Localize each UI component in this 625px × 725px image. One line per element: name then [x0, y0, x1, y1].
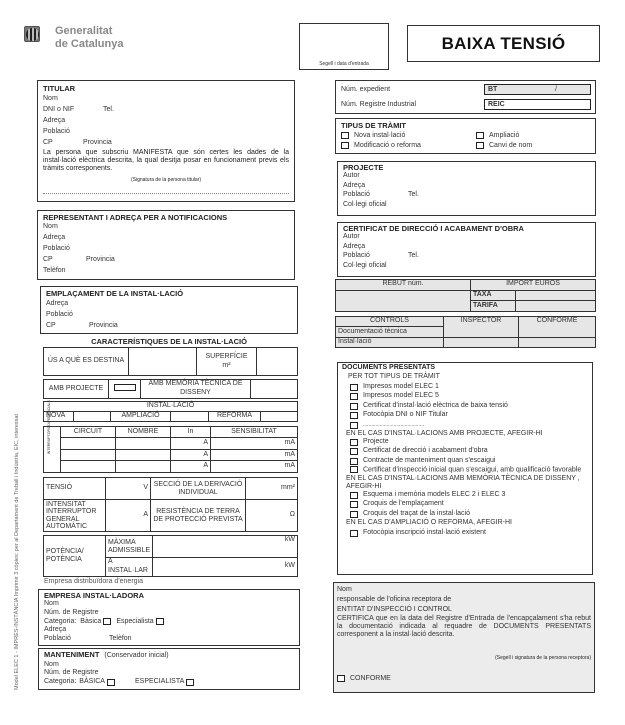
empresa-adreca-field[interactable]: Adreça [44, 626, 67, 634]
titular-declaration: La persona que subscriu MANIFESTA que són certes les dades de la instal·lació elèctrica descrita, la qual desitja posar en funcionament previs els tràmits corresponents. [43, 149, 289, 173]
emplacament-provincia-field[interactable]: Provincia [89, 321, 118, 329]
circuit-row [44, 438, 298, 450]
installacio-label: INSTAL·LACIÓ [44, 402, 298, 412]
bt-separator: / [555, 86, 557, 93]
inspector-header: INSPECTOR [444, 317, 519, 338]
tramit-section [335, 118, 596, 154]
in-input[interactable]: A [171, 449, 211, 461]
us-input[interactable] [129, 348, 197, 376]
checkbox-icon[interactable] [350, 422, 358, 429]
tarifa-input[interactable] [516, 301, 596, 312]
installacio-conforme-input[interactable] [519, 337, 596, 347]
doc-item[interactable]: Impresos model ELEC 1 [350, 382, 588, 392]
documents-group2 [350, 437, 588, 466]
representant-section [37, 210, 295, 280]
checkbox-icon[interactable] [350, 501, 358, 508]
org-name [55, 25, 123, 51]
certificat-section [337, 222, 596, 277]
sensibilitat-header: SENSIBILITAT [211, 427, 298, 438]
org-line-2: de Catalunya [55, 38, 124, 51]
bt-prefix: BT [488, 86, 498, 93]
conforme-header: CONFORME [519, 317, 596, 338]
representant-title: REPRESENTANT I ADREÇA PER A NOTIFICACIONS [43, 213, 228, 222]
diferencials-side-label: INTERRUPTORS DIFERENCIALS [46, 400, 51, 455]
nombre-input[interactable] [116, 449, 171, 461]
entitat-conforme-option[interactable]: CONFORME [337, 673, 591, 684]
in-input[interactable]: A [171, 438, 211, 450]
checkbox-icon[interactable] [341, 142, 349, 149]
representant-cp-field[interactable]: CP [43, 255, 53, 263]
tramit-option-nova[interactable]: Nova instal·lació [341, 131, 476, 140]
representant-adreca-field[interactable]: Adreça [43, 233, 66, 241]
circuit-input[interactable] [61, 449, 116, 461]
representant-poblacio-field[interactable]: Població [43, 244, 70, 252]
projecte-autor-field[interactable]: Autor [343, 172, 360, 180]
empresa-title: EMPRESA INSTAL·LADORA [44, 591, 144, 600]
titular-tel-field[interactable]: Tel. [103, 105, 114, 113]
empresa-poblacio-field[interactable]: Població [44, 634, 71, 642]
taxa-input[interactable] [516, 290, 596, 301]
titular-poblacio-field[interactable]: Població [43, 127, 70, 135]
entitat-certifica-text: CERTIFICA que en la data del Registre d'Entrada de l'encapçalament s'ha rebut la documentació indicada al requadre de DOCUMENTS PRESENTATS corresponent a la instal·lació descrita. [337, 615, 591, 639]
documents-group3-title: EN EL CAS D'INSTAL·LACIONS AMB MEMÒRIA TÈCNICA DE DISSENY , AFEGIR-HI [346, 474, 580, 490]
sensibilitat-input[interactable]: mA [211, 449, 298, 461]
checkbox-icon[interactable] [350, 393, 358, 400]
installacio-table [43, 401, 298, 422]
certificat-title: CERTIFICAT DE DIRECCIÓ I ACABAMENT D'OBRA [343, 224, 524, 233]
circuit-row [44, 449, 298, 461]
circuit-input[interactable] [61, 461, 116, 473]
installacio-control-label: Instal·lació [336, 337, 444, 347]
manteniment-basica-checkbox[interactable] [107, 679, 115, 686]
doc-item[interactable]: Esquema i memòria models ELEC 2 i ELEC 3 [350, 490, 588, 500]
potencia-label: POTÈNCIA/ POTÈNCIA [44, 536, 106, 577]
in-input[interactable]: A [171, 461, 211, 473]
amb-projecte-checkbox[interactable] [109, 380, 141, 399]
potencia-table [43, 535, 298, 573]
documents-group4-title: EN EL CAS D'AMPLIACIÓ O REFORMA, AFEGIR-HI [346, 518, 512, 526]
manteniment-nom-field[interactable]: Nom [44, 660, 59, 668]
titular-dni-field[interactable]: DNI o NIF [43, 105, 75, 113]
titular-adreca-field[interactable]: Adreça [43, 116, 66, 124]
empresa-registre-field[interactable]: Núm. de Registre [44, 608, 99, 616]
tramit-option-canvi-nom[interactable]: Canvi de nom [476, 141, 590, 150]
documents-group1 [350, 382, 588, 430]
maxima-label: MÀXIMA ADMISSIBLE [106, 536, 153, 558]
circuit-row [44, 461, 298, 473]
empresa-nom-field[interactable]: Nom [44, 600, 59, 608]
nombre-input[interactable] [116, 461, 171, 473]
maxima-input[interactable]: kW [153, 536, 298, 558]
manteniment-registre-field[interactable]: Núm. de Registre [44, 669, 99, 677]
expedient-section [335, 80, 596, 114]
emplacament-section [40, 286, 298, 334]
checkbox-icon[interactable] [476, 142, 484, 149]
titular-section [37, 80, 295, 202]
emplacament-title: EMPLAÇAMENT DE LA INSTAL·LACIÓ [46, 289, 184, 298]
checkbox-icon[interactable] [350, 511, 358, 518]
taxa-label: TAXA [471, 290, 516, 301]
empresa-basica-label: Bàsica [80, 617, 102, 625]
representant-provincia-field[interactable]: Provincia [86, 255, 115, 263]
entitat-nom-field[interactable]: Nom [337, 586, 352, 593]
reforma-label: REFORMA [209, 412, 261, 422]
documents-group1-title: PER TOT TIPUS DE TRÀMIT [348, 372, 440, 380]
tramit-option-modificacio[interactable]: Modificació o reforma [341, 141, 476, 150]
stamp-label: Segell i data d'entrada [319, 60, 369, 67]
documentacio-tecnica-label: Documentació tècnica [336, 327, 444, 337]
checkbox-icon[interactable] [350, 458, 358, 465]
ampliacio-label: AMPLIACIÓ [111, 412, 171, 422]
reic-prefix: REIC [488, 101, 505, 108]
ampliacio-input[interactable] [171, 412, 209, 422]
checkbox-icon[interactable] [476, 132, 484, 139]
controls-header: CONTROLS [336, 317, 444, 327]
titular-provincia-field[interactable]: Provincia [83, 138, 112, 146]
superficie-label: SUPERFÍCIE [205, 352, 248, 360]
titular-signature-line[interactable] [43, 193, 289, 194]
entitat-section [333, 582, 595, 693]
checkbox-icon[interactable] [350, 439, 358, 446]
controls-table [335, 316, 596, 348]
entitat-name-label: ENTITAT D'INSPECCIÓ I CONTROL [337, 606, 452, 613]
projecte-collegi-field[interactable]: Col·legi oficial [343, 200, 387, 208]
caracteristiques-title: CARACTERÍSTIQUES DE LA INSTAL·LACIÓ [91, 337, 247, 346]
manteniment-section [38, 648, 300, 690]
doc-item[interactable]: Projecte [350, 437, 588, 447]
projecte-title: PROJECTE [343, 163, 384, 172]
rebut-num-header: REBUT núm. [336, 280, 471, 291]
tramit-title: TIPUS DE TRÀMIT [341, 121, 406, 130]
empresa-telefon-field[interactable]: Telèfon [109, 634, 132, 642]
projecte-poblacio-field[interactable]: Població [343, 191, 370, 199]
doc-item[interactable]: Impresos model ELEC 5 [350, 392, 588, 402]
projecte-tel-field[interactable]: Tel. [408, 191, 419, 199]
resistencia-label: RESISTÈNCIA DE TERRA DE PROTECCIÓ PREVISTA [151, 500, 246, 532]
nombre-header: NOMBRE [116, 427, 171, 438]
a-installar-label: A INSTAL·LAR [106, 558, 153, 577]
checkbox-icon[interactable] [350, 412, 358, 419]
projecte-adreca-field[interactable]: Adreça [343, 181, 366, 189]
tensio-table [43, 477, 298, 532]
intensitat-input[interactable]: A [106, 500, 151, 532]
checkbox-icon[interactable] [337, 675, 345, 682]
projecte-memoria-table [43, 379, 298, 399]
checkbox-icon[interactable] [350, 403, 358, 410]
manteniment-title: MANTENIMENT [44, 650, 100, 659]
tensio-input[interactable]: V [106, 478, 151, 500]
doc-item[interactable]: Croquis del traçat de la instal·lació [350, 509, 588, 519]
form-title-box [407, 25, 600, 62]
doc-item[interactable]: ............................................ [350, 420, 588, 430]
num-expedient-label: Núm. expedient [341, 86, 391, 93]
checkbox-icon[interactable] [350, 530, 358, 537]
representant-telefon-field[interactable]: Telèfon [43, 266, 66, 274]
documents-group4 [350, 528, 588, 538]
doc-item[interactable]: Croquis de l'emplaçament [350, 500, 588, 510]
in-header: In [171, 427, 211, 438]
doc-item[interactable]: Certificat d'instal·lació elèctrica de baixa tensió [350, 401, 588, 411]
catalan-coat-of-arms-icon [24, 26, 40, 42]
amb-projecte-label: AMB PROJECTE [44, 380, 109, 399]
org-line-1: Generalitat [55, 25, 113, 37]
entitat-signature-label: (Segell i signatura de la persona receptora) [495, 655, 591, 662]
import-header: IMPORT EUROS [471, 280, 596, 291]
reic-field[interactable] [484, 99, 591, 110]
doc-item[interactable]: Contracte de manteniment quan s'escaigui [350, 456, 588, 466]
seccio-label: SECCIÓ DE LA DERIVACIÓ INDIVIDUAL [151, 478, 246, 500]
rebut-table [335, 279, 596, 312]
titular-cp-field[interactable]: CP [43, 138, 53, 146]
checkbox-icon[interactable] [341, 132, 349, 139]
rebut-num-input[interactable] [336, 290, 471, 311]
certificat-adreca-field[interactable]: Adreça [343, 242, 366, 250]
side-note: Model ELEC 1 - IMPRÈS-INSTÀNCIA Imprimir 3 còpies: per al Departament de Treball i Indústria, EIC, interessat [14, 413, 20, 690]
amb-memoria-checkbox[interactable] [251, 380, 298, 399]
empresa-basica-checkbox[interactable] [103, 618, 111, 625]
certificat-autor-field[interactable]: Autor [343, 233, 360, 241]
circuit-input[interactable] [61, 438, 116, 450]
tramit-option-ampliacio[interactable]: Ampliació [476, 131, 590, 140]
empresa-especialista-checkbox[interactable] [156, 618, 164, 625]
titular-title: TITULAR [43, 84, 76, 93]
reforma-input[interactable] [261, 412, 298, 422]
empresa-especialista-label: Especialista [116, 617, 154, 625]
emplacament-poblacio-field[interactable]: Població [46, 310, 73, 318]
emplacament-adreca-field[interactable]: Adreça [46, 299, 69, 307]
manteniment-basica-label: BÀSICA [79, 677, 105, 685]
us-superficie-table [43, 347, 298, 376]
circuit-header: CIRCUIT [61, 427, 116, 438]
empresa-categoria-label: Categoria: [44, 617, 77, 625]
documents-group2-title: EN EL CAS D'INSTAL·LACIONS AMB PROJECTE, AFEGIR-HI [346, 429, 543, 437]
a-installar-input[interactable]: kW [153, 558, 298, 577]
doc-item[interactable]: Fotocòpia DNI o NIF Titular [350, 411, 588, 421]
manteniment-subtitle: (Conservador inicial) [104, 652, 169, 659]
emplacament-cp-field[interactable]: CP [46, 321, 56, 329]
entitat-responsable-label: responsable de l'oficina receptora de [337, 596, 452, 603]
empresa-section [38, 589, 300, 646]
projecte-section [337, 161, 596, 216]
nova-input[interactable] [74, 412, 111, 422]
form-title: BAIXA TENSIÓ [441, 33, 566, 53]
resistencia-input[interactable]: Ω [246, 500, 298, 532]
manteniment-especialista-checkbox[interactable] [186, 679, 194, 686]
doc-item[interactable]: Certificat d'inspecció inicial quan s'escaigui, amb qualificació favorable [350, 466, 588, 474]
bt-field[interactable] [484, 84, 591, 95]
sensibilitat-input[interactable]: mA [211, 438, 298, 450]
us-label: ÚS A QUÈ ES DESTINA [44, 348, 129, 376]
empresa-distribuidora-field[interactable]: Empresa distribuïdora d'energia [44, 578, 144, 585]
seccio-input[interactable]: mm² [246, 478, 298, 500]
intensitat-label: INTENSITAT INTERRUPTOR GENERAL AUTOMÀTIC [44, 500, 106, 532]
titular-signature-label: (Signatura de la persona titular) [130, 176, 202, 183]
tensio-label: TENSIÓ [44, 478, 106, 500]
checkbox-icon[interactable] [350, 466, 358, 473]
doc-item[interactable]: Fotocòpia inscripció instal·lació existent [350, 528, 588, 538]
manteniment-especialista-label: ESPECIALISTA [134, 677, 185, 685]
entry-stamp-box [299, 23, 389, 70]
superficie-unit: m² [222, 361, 231, 369]
sensibilitat-input[interactable]: mA [211, 461, 298, 473]
nova-label: NOVA [44, 412, 74, 422]
certificat-poblacio-field[interactable]: Població [343, 252, 370, 260]
documents-section [337, 362, 593, 575]
representant-nom-field[interactable]: Nom [43, 223, 58, 230]
certificat-collegi-field[interactable]: Col·legi oficial [343, 261, 387, 269]
doc-item[interactable]: Certificat de direcció i acabament d'obra [350, 447, 588, 457]
checkbox-icon[interactable] [350, 492, 358, 499]
tarifa-label: TARIFA [471, 301, 516, 312]
documents-title: DOCUMENTS PRESENTATS [342, 364, 436, 371]
manteniment-categoria-label: Categoria: [44, 677, 77, 685]
nombre-input[interactable] [116, 438, 171, 450]
superficie-input[interactable] [257, 348, 298, 376]
amb-memoria-label: AMB MEMÒRIA TÈCNICA DE DISSENY [141, 380, 251, 399]
checkbox-icon[interactable] [350, 384, 358, 391]
num-registre-label: Núm. Registre Industrial [341, 101, 417, 108]
installacio-inspector-input[interactable] [444, 337, 519, 347]
titular-nom-field[interactable]: Nom [43, 94, 58, 102]
certificat-tel-field[interactable]: Tel. [408, 252, 419, 260]
documents-group3 [350, 490, 588, 519]
checkbox-icon[interactable] [350, 448, 358, 455]
